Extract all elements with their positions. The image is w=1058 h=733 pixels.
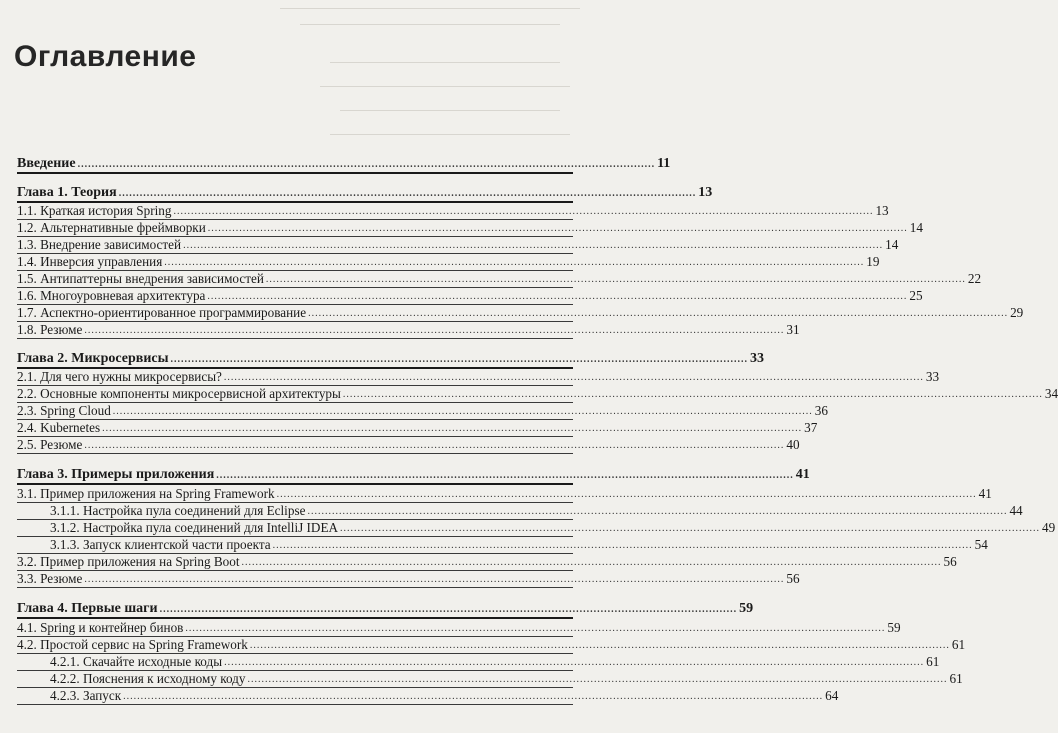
toc-entry[interactable]: [17, 369, 940, 386]
toc-entry-label: 2.2. Основные компоненты микросервисной архитектуры: [17, 386, 341, 401]
toc-entry-label: 2.1. Для чего нужны микросервисы?: [17, 369, 222, 384]
toc-entry[interactable]: [17, 322, 800, 339]
toc-entry-label: Глава 3. Примеры приложения: [17, 467, 215, 482]
toc-entry-page: 44: [1009, 503, 1023, 518]
toc-entry-page: 64: [825, 688, 839, 703]
toc-entry-page: 14: [909, 220, 923, 235]
toc-leader: .....................................................................................................................................................................: [159, 604, 738, 615]
toc-leader: ........................................................................................................................................................................................................: [265, 274, 966, 285]
toc-entry-page: 59: [739, 601, 754, 616]
toc-entry-page: 40: [786, 437, 800, 452]
toc-entry[interactable]: [17, 601, 754, 619]
toc-leader: .....................................................................................................................................................................: [77, 159, 656, 170]
toc-entry-label: 2.4. Kubernetes: [17, 420, 101, 435]
toc-entry-label: Введение: [17, 156, 76, 171]
toc-entry-label: 1.4. Инверсия управления: [17, 254, 163, 269]
toc-entry-page: 41: [795, 467, 810, 482]
toc-leader: ........................................................................................................................................................................................................: [340, 523, 1041, 534]
toc-leader: ........................................................................................................................................................................................................: [84, 574, 785, 585]
toc-entry-page: 14: [885, 237, 899, 252]
toc-leader: ........................................................................................................................................................................................................: [276, 489, 977, 500]
toc-entry-label: Глава 2. Микросервисы: [17, 351, 169, 366]
toc-entry-label: 1.8. Резюме: [17, 322, 83, 337]
toc-entry[interactable]: [17, 305, 1024, 322]
page-title: Оглавление: [14, 40, 197, 73]
toc-leader: ........................................................................................................................................................................................................: [224, 657, 925, 668]
toc-leader: ........................................................................................................................................................................................................: [207, 223, 908, 234]
toc-leader: ........................................................................................................................................................................................................: [185, 623, 886, 634]
toc-leader: .....................................................................................................................................................................: [216, 470, 794, 481]
toc-entry-page: 61: [951, 637, 966, 652]
toc-entry[interactable]: [17, 185, 713, 203]
toc-leader: .....................................................................................................................................................................: [170, 354, 749, 365]
toc-entry[interactable]: [17, 620, 901, 637]
toc-entry-label: 4.2.3. Запуск: [50, 688, 122, 703]
toc-entry[interactable]: [17, 503, 1023, 520]
toc-entry[interactable]: [17, 520, 1056, 537]
toc-entry-label: 4.2.2. Пояснения к исходному коду: [50, 671, 246, 686]
toc-entry-page: 33: [750, 351, 765, 366]
toc-leader: ........................................................................................................................................................................................................: [207, 291, 908, 302]
toc-entry-page: 33: [925, 369, 940, 384]
toc-entry-label: 3.1.2. Настройка пула соединений для IntelliJ IDEA: [50, 520, 339, 535]
toc-entry[interactable]: [17, 254, 880, 271]
toc-entry[interactable]: [17, 554, 957, 571]
toc-leader: ........................................................................................................................................................................................................: [223, 372, 924, 383]
toc-entry[interactable]: [17, 237, 899, 254]
toc-entry[interactable]: [17, 288, 923, 305]
toc-entry-label: 4.2.1. Скачайте исходные коды: [50, 654, 223, 669]
toc-entry-page: 25: [909, 288, 923, 303]
toc-entry[interactable]: [17, 386, 1058, 403]
toc-entry-page: 36: [814, 403, 828, 418]
toc-entry-page: 19: [866, 254, 880, 269]
toc-entry[interactable]: [17, 220, 923, 237]
toc-entry-label: 4.1. Spring и контейнер бинов: [17, 620, 184, 635]
toc-entry-label: 3.1.3. Запуск клиентской части проекта: [50, 537, 271, 552]
toc-entry-label: 3.3. Резюме: [17, 571, 83, 586]
toc-entry[interactable]: [17, 203, 889, 220]
toc-leader: ........................................................................................................................................................................................................: [342, 389, 1043, 400]
toc-entry-label: 3.1.1. Настройка пула соединений для Eclipse: [50, 503, 306, 518]
toc-entry[interactable]: [17, 688, 839, 705]
toc-entry-page: 59: [887, 620, 901, 635]
toc-entry[interactable]: [17, 671, 963, 688]
toc-leader: ........................................................................................................................................................................................................: [249, 640, 950, 651]
toc-entry-label: 3.1. Пример приложения на Spring Framework: [17, 486, 275, 501]
toc-entry[interactable]: [17, 537, 988, 554]
toc-entry[interactable]: [17, 467, 810, 485]
toc-entry-label: Глава 1. Теория: [17, 185, 117, 200]
toc-entry-page: 41: [978, 486, 992, 501]
toc-entry[interactable]: [17, 156, 671, 174]
toc-leader: .....................................................................................................................................................................: [118, 188, 697, 199]
toc-entry-page: 13: [875, 203, 889, 218]
toc-leader: ........................................................................................................................................................................................................: [84, 325, 785, 336]
toc-leader: ........................................................................................................................................................................................................: [123, 691, 824, 702]
toc-leader: ........................................................................................................................................................................................................: [164, 257, 865, 268]
toc-entry-page: 29: [1010, 305, 1024, 320]
toc-entry-page: 61: [949, 671, 963, 686]
toc-leader: ........................................................................................................................................................................................................: [272, 540, 973, 551]
toc-entry[interactable]: [17, 654, 940, 671]
toc-entry-label: 3.2. Пример приложения на Spring Boot: [17, 554, 240, 569]
toc-entry[interactable]: [17, 271, 982, 288]
toc-entry-page: 34: [1044, 386, 1058, 401]
toc-entry-page: 31: [786, 322, 800, 337]
toc-entry-label: 2.5. Резюме: [17, 437, 83, 452]
toc-leader: ........................................................................................................................................................................................................: [307, 506, 1008, 517]
toc-leader: ........................................................................................................................................................................................................: [241, 557, 942, 568]
toc-leader: ........................................................................................................................................................................................................: [173, 206, 874, 217]
toc-entry-page: 37: [804, 420, 818, 435]
toc-leader: ........................................................................................................................................................................................................: [112, 406, 813, 417]
toc-entry[interactable]: [17, 437, 800, 454]
toc-entry-label: Глава 4. Первые шаги: [17, 601, 158, 616]
toc-leader: ........................................................................................................................................................................................................: [247, 674, 948, 685]
toc-leader: ........................................................................................................................................................................................................: [183, 240, 884, 251]
toc-entry-label: 1.2. Альтернативные фреймворки: [17, 220, 206, 235]
toc-entry-page: 49: [1042, 520, 1056, 535]
toc-entry[interactable]: [17, 351, 765, 369]
toc-entry-page: 56: [943, 554, 957, 569]
toc-entry-page: 56: [786, 571, 800, 586]
toc-entry[interactable]: [17, 571, 800, 588]
toc-entry-label: 1.7. Аспектно-ориентированное программирование: [17, 305, 307, 320]
toc-entry[interactable]: [17, 403, 828, 420]
toc-entry-label: 2.3. Spring Cloud: [17, 403, 111, 418]
toc-entry[interactable]: [17, 486, 992, 503]
toc-leader: ........................................................................................................................................................................................................: [84, 440, 785, 451]
toc-entry-label: 4.2. Простой сервис на Spring Framework: [17, 637, 248, 652]
toc-entry[interactable]: [17, 637, 966, 654]
toc-entry-page: 13: [698, 185, 713, 200]
toc-entry-label: 1.3. Внедрение зависимостей: [17, 237, 182, 252]
toc-entry-page: 22: [967, 271, 982, 286]
toc-leader: ........................................................................................................................................................................................................: [102, 423, 803, 434]
toc-entry[interactable]: [17, 420, 818, 437]
toc-entry-page: 61: [926, 654, 940, 669]
toc-entry-page: 11: [657, 156, 671, 171]
toc-entry-label: 1.1. Краткая история Spring: [17, 203, 172, 218]
toc-entry-label: 1.6. Многоуровневая архитектура: [17, 288, 206, 303]
toc-leader: ........................................................................................................................................................................................................: [308, 308, 1009, 319]
toc-entry-label: 1.5. Антипаттерны внедрения зависимостей: [17, 271, 264, 286]
toc-entry-page: 54: [974, 537, 988, 552]
